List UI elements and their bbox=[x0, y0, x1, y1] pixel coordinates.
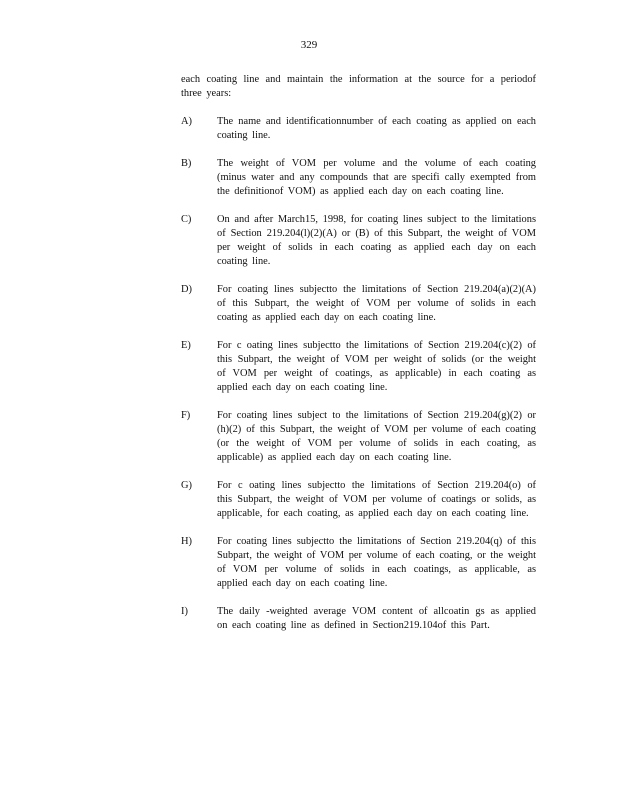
list-item-label: G) bbox=[181, 480, 192, 491]
list-item-b bbox=[181, 157, 536, 199]
list-item-f bbox=[181, 409, 536, 465]
list-item-label: D) bbox=[181, 284, 192, 295]
list-item-g bbox=[181, 479, 536, 521]
list-item-e bbox=[181, 339, 536, 395]
list-item-text: The weight of VOM per volume and the volume of each coating (minus water and any compounds that are specifi cally exempted from the definitionof VOM) as applied each day on each coating line. bbox=[217, 158, 536, 197]
list-item-d bbox=[181, 283, 536, 325]
list-item-a bbox=[181, 115, 536, 143]
list-item-label: E) bbox=[181, 340, 191, 351]
list-item-h bbox=[181, 535, 536, 591]
list-item-text: The name and identificationnumber of each coating as applied on each coating line. bbox=[217, 116, 536, 141]
list-item-text: For coating lines subjectto the limitations of Section 219.204(a)(2)(A) of this Subpart, the weight of VOM per volume of solids in each coating as applied each day on each coating line. bbox=[217, 284, 536, 323]
list-item-text: For c oating lines subjectto the limitations of Section 219.204(c)(2) of this Subpart, the weight of VOM per weight of solids (or the weight of VOM per weight of coatings, as applicable) in each coating as applied each day on each coating line. bbox=[217, 340, 536, 393]
list-item-text: On and after March15, 1998, for coating lines subject to the limitations of Section 219.204(l)(2)(A) or (B) of this Subpart, the weight of VOM per weight of solids in each coating as applied each day on each coating line. bbox=[217, 214, 536, 267]
list-item-c bbox=[181, 213, 536, 269]
list-item-label: C) bbox=[181, 214, 192, 225]
list-item-label: F) bbox=[181, 410, 191, 421]
list-item-text: The daily -weighted average VOM content of allcoatin gs as applied on each coating line as defined in Section219.104of this Part. bbox=[217, 606, 536, 631]
list-item-i bbox=[181, 605, 536, 633]
list-item-label: B) bbox=[181, 158, 192, 169]
list-item-label: I) bbox=[181, 606, 188, 617]
list-item-label: H) bbox=[181, 536, 192, 547]
list-item-text: For coating lines subject to the limitations of Section 219.204(g)(2) or (h)(2) of this Subpart, the weight of VOM per volume of each coating (or the weight of VOM per volume of solids in each coating, as applicable) as applied each day on each coating line. bbox=[217, 410, 536, 463]
intro-paragraph: each coating line and maintain the information at the source for a periodof three years: bbox=[181, 74, 536, 99]
list-item-text: For c oating lines subjectto the limitations of Section 219.204(o) of this Subpart, the weight of VOM per volume of coatings or solids, as applicable, for each coating, as applied each day on each coating line. bbox=[217, 480, 536, 519]
list-item-label: A) bbox=[181, 116, 192, 127]
requirement-list bbox=[181, 115, 536, 647]
list-item-text: For coating lines subjectto the limitations of Section 219.204(q) of this Subpart, the weight of VOM per volume of each coating, or the weight of VOM per volume of solids in each coatings, as applicable, as applied each day on each coating line. bbox=[217, 536, 536, 589]
page-number: 329 bbox=[300, 39, 318, 51]
